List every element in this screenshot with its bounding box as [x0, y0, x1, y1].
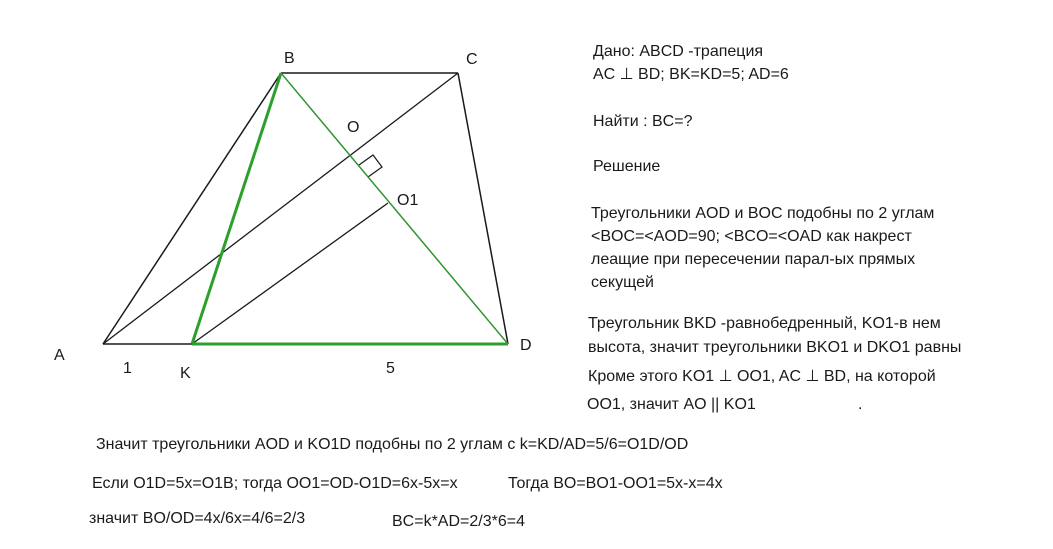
label-length-kd: 5 — [386, 360, 395, 377]
bottom-line-3b: BC=k*AD=2/3*6=4 — [392, 513, 525, 530]
segment-ko1 — [192, 203, 388, 344]
paragraph2-line-4: OO1, значит AO || KO1 — [587, 396, 756, 413]
green-segment-bd — [281, 73, 508, 344]
label-point-o1: O1 — [397, 192, 419, 209]
solution-title: Решение — [593, 158, 661, 175]
given-line-2: AC ⊥ BD; BK=KD=5; AD=6 — [593, 66, 789, 83]
label-point-c: C — [466, 51, 478, 68]
label-point-d: D — [520, 337, 532, 354]
paragraph2-stray-dot: . — [858, 396, 863, 413]
label-point-a: A — [54, 347, 65, 364]
green-segment-bk — [192, 73, 281, 344]
given-line-1: Дано: ABCD -трапеция — [593, 43, 764, 60]
trapezoid-diagram — [0, 0, 560, 400]
label-length-ak: 1 — [123, 360, 132, 377]
paragraph1-line-1: Треугольники AOD и BOC подобны по 2 углам — [591, 205, 935, 222]
bottom-line-3a: значит BO/OD=4x/6x=4/6=2/3 — [89, 510, 306, 527]
segment-cd — [458, 73, 508, 344]
label-point-o: O — [347, 119, 360, 136]
find-line: Найти : BC=? — [593, 113, 693, 130]
bottom-line-2b: Тогда BO=BO1-OO1=5x-x=4x — [508, 475, 723, 492]
paragraph1-line-4: секущей — [591, 274, 654, 291]
paragraph2-line-3: Кроме этого KO1 ⊥ OO1, AC ⊥ BD, на которой — [588, 368, 936, 385]
right-angle-mark — [359, 155, 382, 177]
bottom-line-2a: Если O1D=5x=O1B; тогда OO1=OD-O1D=6x-5x=x — [92, 475, 458, 492]
paragraph1-line-3: леащие при пересечении парал-ых прямых — [591, 251, 916, 268]
segment-ab — [103, 73, 281, 344]
bottom-line-1: Значит треугольники AOD и KO1D подобны по 2 углам с k=KD/AD=5/6=O1D/OD — [96, 436, 689, 453]
paragraph2-line-2: высота, значит треугольники BKO1 и DKO1 равны — [588, 339, 962, 356]
label-point-b: B — [284, 50, 295, 67]
paragraph1-line-2: <BOC=<AOD=90; <BCO=<OAD как накрест — [591, 228, 912, 245]
paragraph2-line-1: Треугольник BKD -равнобедренный, KO1-в нем — [588, 315, 941, 332]
label-point-k: K — [180, 365, 191, 382]
